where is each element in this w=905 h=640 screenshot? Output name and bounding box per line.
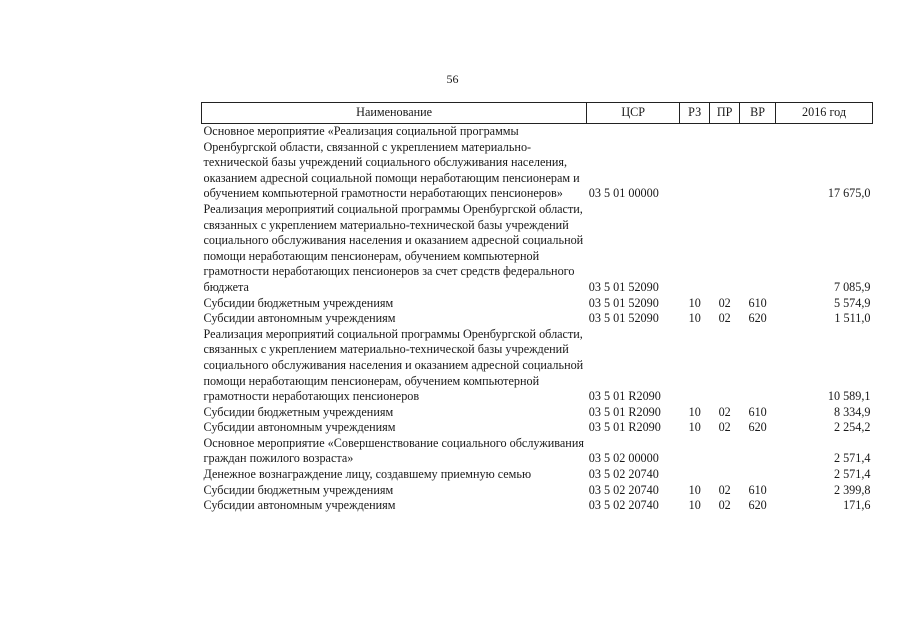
cell-name: Субсидии автономным учреждениям [203,311,396,326]
cell-rz: 10 [688,295,701,310]
cell-rz: 10 [688,482,701,497]
table-row [202,124,873,202]
cell-vr: 620 [748,420,767,435]
budget-table [201,102,873,514]
cell-pr: 02 [718,420,731,435]
table-row [202,405,873,421]
cell-amount: 2 571,4 [833,467,871,482]
table-body [202,124,873,514]
cell-csr: 03 5 01 52090 [588,295,659,310]
cell-name: Субсидии бюджетным учреждениям [203,295,394,310]
cell-amount: 2 254,2 [833,420,871,435]
cell-name: Основное мероприятие «Реализация социальной программы Оренбургской области, связанной с укреплением материально-технической базы учреждений социального обслуживания населения, оказанием адресной социальной помощи неработающим пенсионерам и обучением компьютерной грамотности неработающих пенсионеров» [203,124,580,201]
cell-pr [710,124,740,202]
cell-name: Субсидии автономным учреждениям [203,498,396,513]
column-header-name: Наименование [202,103,587,124]
table-row [202,296,873,312]
cell-name: Субсидии бюджетным учреждениям [203,404,394,419]
cell-amount: 17 675,0 [827,186,871,201]
cell-name: Денежное вознаграждение лицу, создавшему приемную семью [203,467,532,482]
cell-csr: 03 5 01 R2090 [588,389,661,404]
cell-amount: 7 085,9 [833,279,871,294]
table-row [202,467,873,483]
cell-vr: 620 [748,311,767,326]
table-row [202,483,873,499]
column-header-rz: РЗ [680,103,710,124]
cell-rz [680,327,710,405]
table-row [202,420,873,436]
cell-csr: 03 5 02 20740 [588,467,659,482]
cell-rz: 10 [688,498,701,513]
table-row [202,498,873,514]
table-row [202,436,873,467]
cell-pr: 02 [718,498,731,513]
cell-vr [740,467,776,483]
cell-csr: 03 5 01 52090 [588,311,659,326]
cell-rz [680,467,710,483]
cell-csr: 03 5 02 00000 [588,451,659,466]
cell-csr: 03 5 02 20740 [588,482,659,497]
cell-pr: 02 [718,404,731,419]
table-header [202,103,873,124]
cell-vr: 620 [748,498,767,513]
cell-rz [680,436,710,467]
cell-name: Реализация мероприятий социальной программы Оренбургской области, связанных с укреплением материально-технической базы учреждений социального обслуживания населения и оказанием адресной социальной помощи неработающим пенсионерам, обучением компьютерной грамотности неработающих пенсионеров за счет средств федерального бюджета [203,201,584,294]
cell-csr: 03 5 02 20740 [588,498,659,513]
column-header-vr: ВР [740,103,776,124]
cell-pr [710,202,740,296]
cell-pr: 02 [718,482,731,497]
cell-vr: 610 [748,482,767,497]
cell-rz: 10 [688,404,701,419]
cell-pr [710,467,740,483]
cell-rz: 10 [688,420,701,435]
cell-csr: 03 5 01 52090 [588,279,659,294]
cell-rz [680,202,710,296]
cell-vr: 610 [748,404,767,419]
cell-vr [740,202,776,296]
cell-name: Субсидии бюджетным учреждениям [203,482,394,497]
table-row [202,311,873,327]
cell-name: Субсидии автономным учреждениям [203,420,396,435]
table-row [202,327,873,405]
cell-vr [740,436,776,467]
cell-vr [740,124,776,202]
cell-amount: 5 574,9 [833,295,871,310]
cell-csr: 03 5 01 00000 [588,186,659,201]
cell-rz [680,124,710,202]
column-header-csr: ЦСР [587,103,680,124]
cell-pr: 02 [718,311,731,326]
cell-csr: 03 5 01 R2090 [588,420,661,435]
column-header-year: 2016 год [776,103,873,124]
cell-pr [710,327,740,405]
cell-vr: 610 [748,295,767,310]
cell-csr: 03 5 01 R2090 [588,404,661,419]
cell-pr: 02 [718,295,731,310]
cell-pr [710,436,740,467]
cell-amount: 1 511,0 [834,311,871,326]
table-row [202,202,873,296]
cell-name: Основное мероприятие «Совершенствование социального обслуживания граждан пожилого возраста» [203,435,584,466]
cell-amount: 171,6 [843,498,871,513]
cell-vr [740,327,776,405]
cell-amount: 10 589,1 [827,389,871,404]
cell-amount: 8 334,9 [833,404,871,419]
cell-rz: 10 [688,311,701,326]
cell-name: Реализация мероприятий социальной программы Оренбургской области, связанных с укреплением материально-технической базы учреждений социального обслуживания населения и оказанием адресной социальной помощи неработающим пенсионерам, обучением компьютерной грамотности неработающих пенсионеров [203,326,584,404]
column-header-pr: ПР [710,103,740,124]
cell-amount: 2 399,8 [833,482,871,497]
page-number: 56 [446,72,459,86]
cell-amount: 2 571,4 [833,451,871,466]
